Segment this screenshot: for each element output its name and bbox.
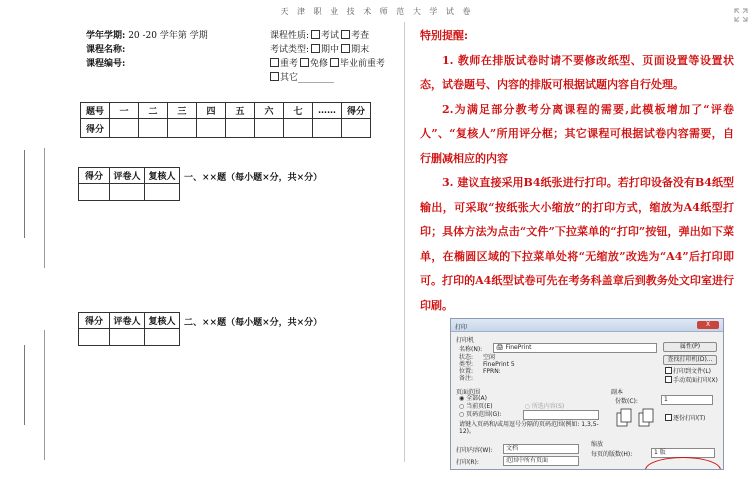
table-cell[interactable] [284, 119, 313, 138]
grader-table-2 [78, 312, 180, 346]
radio-icon[interactable]: ○ [459, 411, 465, 418]
table-cell[interactable] [168, 119, 197, 138]
table-cell[interactable] [145, 329, 180, 346]
exam-info-right [270, 29, 385, 85]
table-cell: 五 [226, 103, 255, 119]
print-dialog-screenshot [450, 318, 724, 470]
print-options [663, 367, 718, 385]
print-to-file-label: 打印到文件(L) [673, 368, 712, 375]
section-title-2: 二、××题（每小题×分，共×分） [184, 318, 323, 328]
exam-info-left [86, 29, 208, 71]
checkbox[interactable] [341, 30, 350, 39]
table-cell[interactable] [79, 184, 110, 201]
zoom-group-label: 缩放 [591, 441, 604, 448]
checkbox-label: 重考 [280, 59, 299, 69]
copies-label: 份数(C): [615, 398, 638, 405]
radio-icon[interactable]: ○ [459, 403, 465, 410]
expand-icon[interactable] [734, 8, 748, 22]
print-what-label: 打印内容(W): [456, 447, 493, 454]
status-value: 空闲 [482, 354, 495, 361]
printer-name-value: FinePrint [505, 344, 532, 351]
table-cell: 得分 [79, 313, 110, 329]
table-cell: 三 [168, 103, 197, 119]
semester-value: 20 -20 学年第 学期 [128, 31, 208, 41]
table-cell[interactable] [110, 119, 139, 138]
course-nature-label: 课程性质: [270, 31, 310, 41]
notice-title: 特别提醒: [420, 29, 469, 42]
table-cell: 评卷人 [110, 313, 145, 329]
type-label: 类型: [459, 361, 474, 368]
table-cell[interactable] [342, 119, 371, 138]
radio-icon[interactable]: ○ [524, 403, 530, 410]
checkbox-label: 其它________ [280, 73, 335, 83]
collate-label: 逐份打印(T) [673, 415, 706, 422]
print-what-select[interactable]: 文档 [503, 444, 579, 454]
collate-pages-icon [615, 407, 659, 429]
checkbox[interactable] [311, 30, 320, 39]
checkbox-label: 考试 [321, 31, 340, 41]
table-cell: 一 [110, 103, 139, 119]
radio-selected-icon[interactable]: ◉ [459, 395, 465, 402]
notice-paragraph-3: 3. 建议直接采用B4纸张进行打印。若打印设备没有B4纸型输出，可采取“按纸张大小缩放”的打印方式，缩放为A4纸型打印；具体方法为点击“文件”下拉菜单的“打印”按钮，弹出如下菜单，在椭圆区域的下拉菜单处将“无缩放”改选为“A4”后打印即可。打印的A4纸型试卷可先在考务科盖章后到教务处文印室进行印刷。 [420, 176, 734, 312]
pages-label: 页码范围(G): [466, 411, 502, 418]
table-cell: 得分 [81, 119, 110, 138]
checkbox[interactable] [330, 58, 339, 67]
dialog-close-button[interactable]: X [697, 321, 719, 329]
checkbox[interactable] [270, 58, 279, 67]
table-cell: 评卷人 [110, 168, 145, 184]
where-label: 位置: [459, 368, 474, 375]
where-value: FPRN: [482, 368, 501, 375]
printer-details [459, 354, 515, 382]
copies-input[interactable]: 1 [661, 395, 713, 405]
table-cell: 二 [139, 103, 168, 119]
course-code-label: 课程编号: [86, 59, 126, 69]
checkbox-label: 免修 [310, 59, 329, 69]
collate-option [663, 413, 705, 422]
checkbox[interactable] [341, 44, 350, 53]
highlight-oval [645, 457, 721, 470]
exam-type-label: 考试类型: [270, 45, 310, 55]
score-table [80, 102, 371, 138]
table-cell: 题号 [81, 103, 110, 119]
binding-line [44, 330, 45, 460]
checkbox[interactable] [665, 376, 672, 383]
notice-block [420, 24, 734, 318]
checkbox[interactable] [311, 44, 320, 53]
manual-duplex-label: 手动双面打印(X) [673, 377, 718, 384]
table-cell: 六 [255, 103, 284, 119]
checkbox-label: 期末 [351, 45, 370, 55]
checkbox-label: 期中 [321, 45, 340, 55]
notice-paragraph-2: 2.为满足部分教考分离课程的需要,此模板增加了“评卷人”、“复核人”所用评分框；其它课程可根据试卷内容需要，自行删减相应的内容 [420, 102, 734, 165]
score-table-score-row [81, 119, 371, 138]
pages-per-sheet-label: 每页的版数(H): [591, 451, 633, 458]
course-name-label: 课程名称: [86, 45, 126, 55]
find-printer-button[interactable]: 查找打印机(D)... [663, 355, 717, 365]
pages-per-sheet-select[interactable]: 1 版 [651, 448, 715, 458]
type-value: FinePrint 5 [482, 361, 515, 368]
table-cell[interactable] [313, 119, 342, 138]
printer-group-label: 打印机 [456, 337, 475, 344]
checkbox[interactable] [270, 72, 279, 81]
section-title-1: 一、××题（每小题×分，共×分） [184, 173, 323, 183]
table-cell[interactable] [139, 119, 168, 138]
table-cell[interactable] [145, 184, 180, 201]
print-label: 打印(R): [456, 459, 479, 466]
table-cell: 复核人 [145, 168, 180, 184]
page-range-group-label: 页面范围 [456, 389, 481, 396]
checkbox[interactable] [300, 58, 309, 67]
table-cell: …… [313, 103, 342, 119]
dialog-title: 打印 [455, 324, 468, 331]
table-cell: 复核人 [145, 313, 180, 329]
table-cell: 得分 [342, 103, 371, 119]
table-cell[interactable] [197, 119, 226, 138]
all-pages-label: 全部(A) [466, 395, 487, 402]
score-table-header-row [81, 103, 371, 119]
checkbox[interactable] [665, 367, 672, 374]
table-cell[interactable] [255, 119, 284, 138]
checkbox[interactable] [665, 414, 672, 421]
exam-header-title: 天 津 职 业 技 术 师 范 大 学 试 卷 [280, 7, 474, 16]
print-range-select[interactable]: 范围中所有页面 [503, 456, 579, 466]
table-cell: 七 [284, 103, 313, 119]
table-cell: 四 [197, 103, 226, 119]
notice-paragraph-1: 1. 教师在排版试卷时请不要修改纸型、页面设置等设置状态，试卷题号、内容的排版可根据试题内容自行处理。 [420, 53, 734, 91]
semester-label: 学年学期: [86, 31, 126, 41]
current-page-label: 当前页(E) [466, 403, 493, 410]
properties-button[interactable]: 属性(P) [663, 342, 717, 352]
grader-table-1 [78, 167, 180, 201]
table-cell[interactable] [226, 119, 255, 138]
checkbox-label: 考查 [351, 31, 370, 41]
pages-hint: 请键入页码和/或用逗号分隔的页码范围(例如: 1,3,5-12)。 [459, 421, 599, 435]
pages-input[interactable] [523, 410, 599, 420]
status-label: 状态: [459, 354, 474, 361]
printer-select[interactable] [493, 343, 657, 353]
copies-group-label: 副本 [611, 389, 624, 396]
table-cell[interactable] [110, 329, 145, 346]
checkbox-label: 毕业前重考 [340, 59, 386, 69]
table-cell[interactable] [110, 184, 145, 201]
binding-line [24, 345, 25, 425]
binding-line [24, 150, 25, 238]
dialog-titlebar [451, 319, 723, 332]
printer-icon: 🖨 [496, 344, 506, 351]
binding-line [44, 148, 45, 268]
selection-label: 所选内容(S) [531, 403, 565, 410]
printer-name-label: 名称(N): [459, 346, 483, 353]
comment-label: 备注: [459, 375, 474, 382]
table-cell[interactable] [79, 329, 110, 346]
table-cell: 得分 [79, 168, 110, 184]
page-divider [404, 22, 405, 462]
